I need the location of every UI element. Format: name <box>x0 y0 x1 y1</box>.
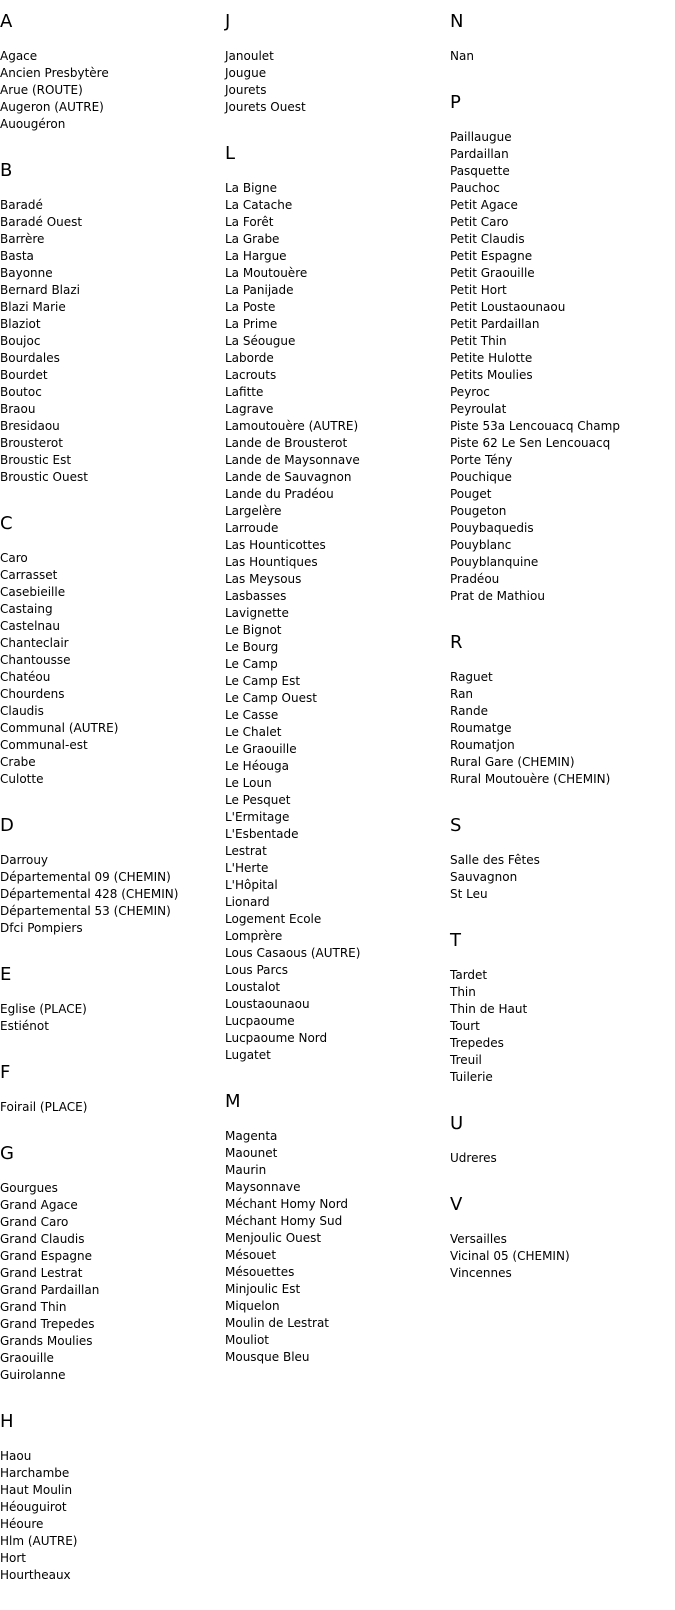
street-link[interactable]: Hort <box>0 1551 27 1565</box>
street-link[interactable]: Nan <box>450 49 474 63</box>
street-list <box>450 1231 672 1282</box>
street-list <box>0 1180 222 1384</box>
letter-heading: G <box>0 1143 14 1164</box>
letter-section-s <box>450 814 672 903</box>
street-link[interactable]: Boutoc <box>0 385 42 399</box>
street-list <box>0 852 222 937</box>
street-link[interactable]: Dfci Pompiers <box>0 921 83 935</box>
street-link[interactable]: Lagrave <box>225 402 274 416</box>
street-link[interactable]: Loustaounaou <box>225 997 310 1011</box>
street-link[interactable]: Le Héouga <box>225 759 289 773</box>
street-link[interactable]: Petit Agace <box>450 198 518 212</box>
street-link[interactable]: Mousque Bleu <box>225 1350 310 1364</box>
street-link[interactable]: La Bigne <box>225 181 278 195</box>
street-link[interactable]: Petite Hulotte <box>450 351 533 365</box>
street-link[interactable]: Petit Pardaillan <box>450 317 540 331</box>
street-link[interactable]: Sauvagnon <box>450 870 518 884</box>
letter-heading: B <box>0 160 13 181</box>
letter-section-h <box>0 1410 222 1584</box>
street-link[interactable]: Le Casse <box>225 708 279 722</box>
street-link[interactable]: Lous Parcs <box>225 963 289 977</box>
street-link[interactable]: Lucpaoume <box>225 1014 295 1028</box>
street-link[interactable]: Tourt <box>450 1019 480 1033</box>
street-link[interactable]: Maurin <box>225 1163 267 1177</box>
street-link[interactable]: Pradéou <box>450 572 500 586</box>
street-link[interactable]: Larroude <box>225 521 279 535</box>
street-link[interactable]: Paillaugue <box>450 130 512 144</box>
street-link[interactable]: La Catache <box>225 198 293 212</box>
letter-heading: F <box>0 1062 11 1083</box>
street-link[interactable]: Lande de Sauvagnon <box>225 470 352 484</box>
street-link[interactable]: Départemental 53 (CHEMIN) <box>0 904 171 918</box>
street-link[interactable]: Grand Lestrat <box>0 1266 83 1280</box>
index-column-2 <box>225 10 447 1392</box>
street-link[interactable]: Las Meysous <box>225 572 302 586</box>
street-link[interactable]: La Prime <box>225 317 278 331</box>
street-list <box>225 180 447 1064</box>
letter-heading: E <box>0 964 12 985</box>
street-link[interactable]: Maounet <box>225 1146 278 1160</box>
street-list <box>0 1001 222 1035</box>
street-link[interactable]: Prat de Mathiou <box>450 589 545 603</box>
street-link[interactable]: Laborde <box>225 351 274 365</box>
street-link[interactable]: Lande de Maysonnave <box>225 453 360 467</box>
street-link[interactable]: Départemental 428 (CHEMIN) <box>0 887 179 901</box>
letter-heading: T <box>450 930 461 951</box>
street-link[interactable]: Jougue <box>225 66 267 80</box>
street-link[interactable]: Chatéou <box>0 670 51 684</box>
street-link[interactable]: Lugatet <box>225 1048 271 1062</box>
letter-heading: J <box>225 11 231 32</box>
street-link[interactable]: Le Bourg <box>225 640 279 654</box>
street-link[interactable]: Grand Caro <box>0 1215 69 1229</box>
street-link[interactable]: Magenta <box>225 1129 278 1143</box>
street-link[interactable]: Grand Espagne <box>0 1249 93 1263</box>
street-link[interactable]: Largelère <box>225 504 282 518</box>
letter-heading: N <box>450 11 464 32</box>
street-link[interactable]: Janoulet <box>225 49 274 63</box>
letter-section-e <box>0 963 222 1035</box>
street-link[interactable]: Haou <box>0 1449 32 1463</box>
street-link[interactable]: Grand Agace <box>0 1198 78 1212</box>
street-link[interactable]: Ran <box>450 687 474 701</box>
street-link[interactable]: Barrère <box>0 232 45 246</box>
letter-section-d <box>0 814 222 937</box>
street-list <box>450 129 672 605</box>
street-link[interactable]: Jourets Ouest <box>225 100 306 114</box>
street-link[interactable]: Menjoulic Ouest <box>225 1231 322 1245</box>
street-link[interactable]: Pouybaquedis <box>450 521 534 535</box>
street-link[interactable]: Grand Pardaillan <box>0 1283 100 1297</box>
street-link[interactable]: Peyroc <box>450 385 490 399</box>
street-link[interactable]: Carrasset <box>0 568 58 582</box>
street-link[interactable]: Petit Caro <box>450 215 509 229</box>
street-link[interactable]: Castelnau <box>0 619 60 633</box>
street-link[interactable]: Chantousse <box>0 653 71 667</box>
street-link[interactable]: Harchambe <box>0 1466 70 1480</box>
street-link[interactable]: Basta <box>0 249 34 263</box>
street-link[interactable]: Gourgues <box>0 1181 58 1195</box>
street-link[interactable]: Grand Trepedes <box>0 1317 95 1331</box>
street-link[interactable]: Las Hountiques <box>225 555 318 569</box>
street-link[interactable]: Pardaillan <box>450 147 509 161</box>
street-link[interactable]: Lafitte <box>225 385 264 399</box>
letter-section-r <box>450 631 672 788</box>
street-link[interactable]: La Forêt <box>225 215 274 229</box>
street-link[interactable]: St Leu <box>450 887 488 901</box>
street-link[interactable]: Estiénot <box>0 1019 49 1033</box>
street-link[interactable]: Claudis <box>0 704 44 718</box>
street-link[interactable]: Rande <box>450 704 489 718</box>
street-link[interactable]: Thin <box>450 985 476 999</box>
street-link[interactable]: Lande de Brousterot <box>225 436 348 450</box>
street-link[interactable]: Darrouy <box>0 853 49 867</box>
street-link[interactable]: Chanteclair <box>0 636 69 650</box>
street-link[interactable]: Lande du Pradéou <box>225 487 334 501</box>
street-link[interactable]: Versailles <box>450 1232 507 1246</box>
street-link[interactable]: Le Bignot <box>225 623 282 637</box>
street-link[interactable]: Arue (ROUTE) <box>0 83 83 97</box>
street-link[interactable]: Le Loun <box>225 776 272 790</box>
street-link[interactable]: L'Hôpital <box>225 878 278 892</box>
street-link[interactable]: Blaziot <box>0 317 41 331</box>
street-link[interactable]: Brousterot <box>0 436 63 450</box>
street-link[interactable]: Héouguirot <box>0 1500 67 1514</box>
street-link[interactable]: Pougeton <box>450 504 507 518</box>
street-link[interactable]: Hlm (AUTRE) <box>0 1534 78 1548</box>
street-link[interactable]: Tuilerie <box>450 1070 493 1084</box>
street-link[interactable]: La Hargue <box>225 249 287 263</box>
street-link[interactable]: Grand Thin <box>0 1300 67 1314</box>
street-link[interactable]: Mouliot <box>225 1333 270 1347</box>
street-link[interactable]: La Poste <box>225 300 276 314</box>
street-link[interactable]: Castaing <box>0 602 53 616</box>
street-link[interactable]: Las Hounticottes <box>225 538 326 552</box>
street-link[interactable]: Petit Thin <box>450 334 507 348</box>
letter-heading: P <box>450 92 461 113</box>
street-link[interactable]: Petit Graouille <box>450 266 535 280</box>
street-link[interactable]: Ancien Presbytère <box>0 66 109 80</box>
street-link[interactable]: Haut Moulin <box>0 1483 73 1497</box>
letter-section-p <box>450 91 672 605</box>
street-list <box>0 197 222 486</box>
street-link[interactable]: Caro <box>0 551 28 565</box>
street-link[interactable]: Porte Tény <box>450 453 513 467</box>
street-link[interactable]: La Grabe <box>225 232 280 246</box>
street-link[interactable]: Le Pesquet <box>225 793 291 807</box>
street-link[interactable]: Mésouet <box>225 1248 277 1262</box>
street-link[interactable]: Thin de Haut <box>450 1002 528 1016</box>
street-link[interactable]: Agace <box>0 49 38 63</box>
letter-heading: D <box>0 815 14 836</box>
street-link[interactable]: Piste 53a Lencouacq Champ <box>450 419 620 433</box>
street-link[interactable]: Bresidaou <box>0 419 60 433</box>
street-link[interactable]: Boujoc <box>0 334 41 348</box>
letter-section-n <box>450 10 672 65</box>
letter-section-j <box>225 10 447 116</box>
street-list <box>225 1128 447 1366</box>
street-link[interactable]: Lionard <box>225 895 270 909</box>
street-link[interactable]: Broustic Ouest <box>0 470 88 484</box>
street-link[interactable]: Le Camp Est <box>225 674 301 688</box>
letter-heading: A <box>0 11 13 32</box>
street-link[interactable]: Méchant Homy Nord <box>225 1197 349 1211</box>
street-link[interactable]: Eglise (PLACE) <box>0 1002 87 1016</box>
street-link[interactable]: Foirail (PLACE) <box>0 1100 88 1114</box>
street-link[interactable]: Mésouettes <box>225 1265 295 1279</box>
street-link[interactable]: Bourdet <box>0 368 48 382</box>
street-link[interactable]: Lasbasses <box>225 589 287 603</box>
street-list <box>0 550 222 788</box>
street-link[interactable]: Piste 62 Le Sen Lencouacq <box>450 436 611 450</box>
street-link[interactable]: Maysonnave <box>225 1180 301 1194</box>
street-link[interactable]: Minjoulic Est <box>225 1282 301 1296</box>
street-link[interactable]: Pauchoc <box>450 181 500 195</box>
street-link[interactable]: Petit Hort <box>450 283 507 297</box>
street-link[interactable]: Communal (AUTRE) <box>0 721 119 735</box>
letter-section-a <box>0 10 222 133</box>
street-link[interactable]: Tardet <box>450 968 488 982</box>
street-link[interactable]: Roumatge <box>450 721 512 735</box>
street-link[interactable]: L'Herte <box>225 861 269 875</box>
street-link[interactable]: Lestrat <box>225 844 267 858</box>
street-link[interactable]: Petit Loustaounaou <box>450 300 566 314</box>
street-link[interactable]: Pouyblanc <box>450 538 512 552</box>
letter-section-m <box>225 1090 447 1366</box>
street-list <box>0 1448 222 1584</box>
street-link[interactable]: Salle des Fêtes <box>450 853 540 867</box>
letter-heading: S <box>450 815 462 836</box>
street-link[interactable]: Lous Casaous (AUTRE) <box>225 946 361 960</box>
street-link[interactable]: Bayonne <box>0 266 53 280</box>
street-link[interactable]: Pasquette <box>450 164 510 178</box>
street-link[interactable]: Départemental 09 (CHEMIN) <box>0 870 171 884</box>
street-link[interactable]: La Panijade <box>225 283 294 297</box>
letter-section-g <box>0 1142 222 1384</box>
street-link[interactable]: Communal-est <box>0 738 88 752</box>
street-link[interactable]: Casebieille <box>0 585 66 599</box>
letter-heading: M <box>225 1091 241 1112</box>
street-link[interactable]: Braou <box>0 402 36 416</box>
street-list <box>450 669 672 788</box>
street-link[interactable]: Blazi Marie <box>0 300 66 314</box>
street-link[interactable]: Vicinal 05 (CHEMIN) <box>450 1249 570 1263</box>
letter-heading: V <box>450 1194 463 1215</box>
street-link[interactable]: Rural Gare (CHEMIN) <box>450 755 575 769</box>
street-link[interactable]: Auougéron <box>0 117 66 131</box>
letter-section-c <box>0 512 222 788</box>
street-link[interactable]: Logement Ecole <box>225 912 322 926</box>
street-link[interactable]: Le Chalet <box>225 725 282 739</box>
street-list <box>0 1099 222 1116</box>
street-link[interactable]: Roumatjon <box>450 738 515 752</box>
street-link[interactable]: Udreres <box>450 1151 497 1165</box>
index-column-1 <box>0 10 222 1610</box>
letter-heading: C <box>0 513 13 534</box>
street-link[interactable]: Le Camp Ouest <box>225 691 317 705</box>
street-list <box>450 1150 672 1167</box>
street-link[interactable]: Moulin de Lestrat <box>225 1316 330 1330</box>
street-link[interactable]: Miquelon <box>225 1299 280 1313</box>
street-link[interactable]: Petits Moulies <box>450 368 533 382</box>
street-link[interactable]: Petit Espagne <box>450 249 533 263</box>
street-link[interactable]: Rural Moutouère (CHEMIN) <box>450 772 611 786</box>
index-column-3 <box>450 10 672 1308</box>
letter-heading: H <box>0 1411 14 1432</box>
street-link[interactable]: Le Graouille <box>225 742 297 756</box>
street-link[interactable]: L'Ermitage <box>225 810 290 824</box>
street-link[interactable]: Vincennes <box>450 1266 512 1280</box>
street-link[interactable]: Pouget <box>450 487 492 501</box>
street-link[interactable]: La Moutouère <box>225 266 308 280</box>
letter-heading: L <box>225 143 236 164</box>
letter-section-t <box>450 929 672 1086</box>
letter-section-u <box>450 1112 672 1167</box>
street-link[interactable]: Jourets <box>225 83 267 97</box>
street-link[interactable]: Lamoutouère (AUTRE) <box>225 419 359 433</box>
letter-heading: U <box>450 1113 464 1134</box>
letter-section-f <box>0 1061 222 1116</box>
street-link[interactable]: Bourdales <box>0 351 60 365</box>
letter-section-b <box>0 159 222 486</box>
street-link[interactable]: Bernard Blazi <box>0 283 81 297</box>
street-link[interactable]: Héoure <box>0 1517 44 1531</box>
letter-heading: R <box>450 632 463 653</box>
street-link[interactable]: Lavignette <box>225 606 289 620</box>
street-link[interactable]: Le Camp <box>225 657 278 671</box>
street-link[interactable]: Graouille <box>0 1351 54 1365</box>
street-link[interactable]: Méchant Homy Sud <box>225 1214 343 1228</box>
street-link[interactable]: Augeron (AUTRE) <box>0 100 104 114</box>
street-list <box>450 48 672 65</box>
letter-section-v <box>450 1193 672 1282</box>
letter-section-l <box>225 142 447 1064</box>
street-link[interactable]: L'Esbentade <box>225 827 299 841</box>
street-link[interactable]: Petit Claudis <box>450 232 525 246</box>
street-list <box>0 48 222 133</box>
street-link[interactable]: Broustic Est <box>0 453 72 467</box>
street-link[interactable]: Loustalot <box>225 980 281 994</box>
street-link[interactable]: Culotte <box>0 772 44 786</box>
street-link[interactable]: Trepedes <box>450 1036 504 1050</box>
street-link[interactable]: Lomprère <box>225 929 283 943</box>
street-list <box>450 852 672 903</box>
street-link[interactable]: Pouyblanquine <box>450 555 539 569</box>
street-link[interactable]: Hourtheaux <box>0 1568 71 1582</box>
street-list <box>225 48 447 116</box>
street-link[interactable]: Raguet <box>450 670 493 684</box>
street-link[interactable]: Lacrouts <box>225 368 277 382</box>
street-link[interactable]: Chourdens <box>0 687 65 701</box>
street-link[interactable]: Crabe <box>0 755 36 769</box>
street-link[interactable]: Guirolanne <box>0 1368 66 1382</box>
street-link[interactable]: Grands Moulies <box>0 1334 93 1348</box>
street-link[interactable]: Baradé <box>0 198 43 212</box>
street-link[interactable]: Baradé Ouest <box>0 215 83 229</box>
street-list <box>450 967 672 1086</box>
street-link[interactable]: Peyroulat <box>450 402 507 416</box>
street-link[interactable]: Lucpaoume Nord <box>225 1031 328 1045</box>
street-link[interactable]: La Séougue <box>225 334 296 348</box>
street-link[interactable]: Grand Claudis <box>0 1232 85 1246</box>
street-link[interactable]: Treuil <box>450 1053 482 1067</box>
street-link[interactable]: Pouchique <box>450 470 512 484</box>
